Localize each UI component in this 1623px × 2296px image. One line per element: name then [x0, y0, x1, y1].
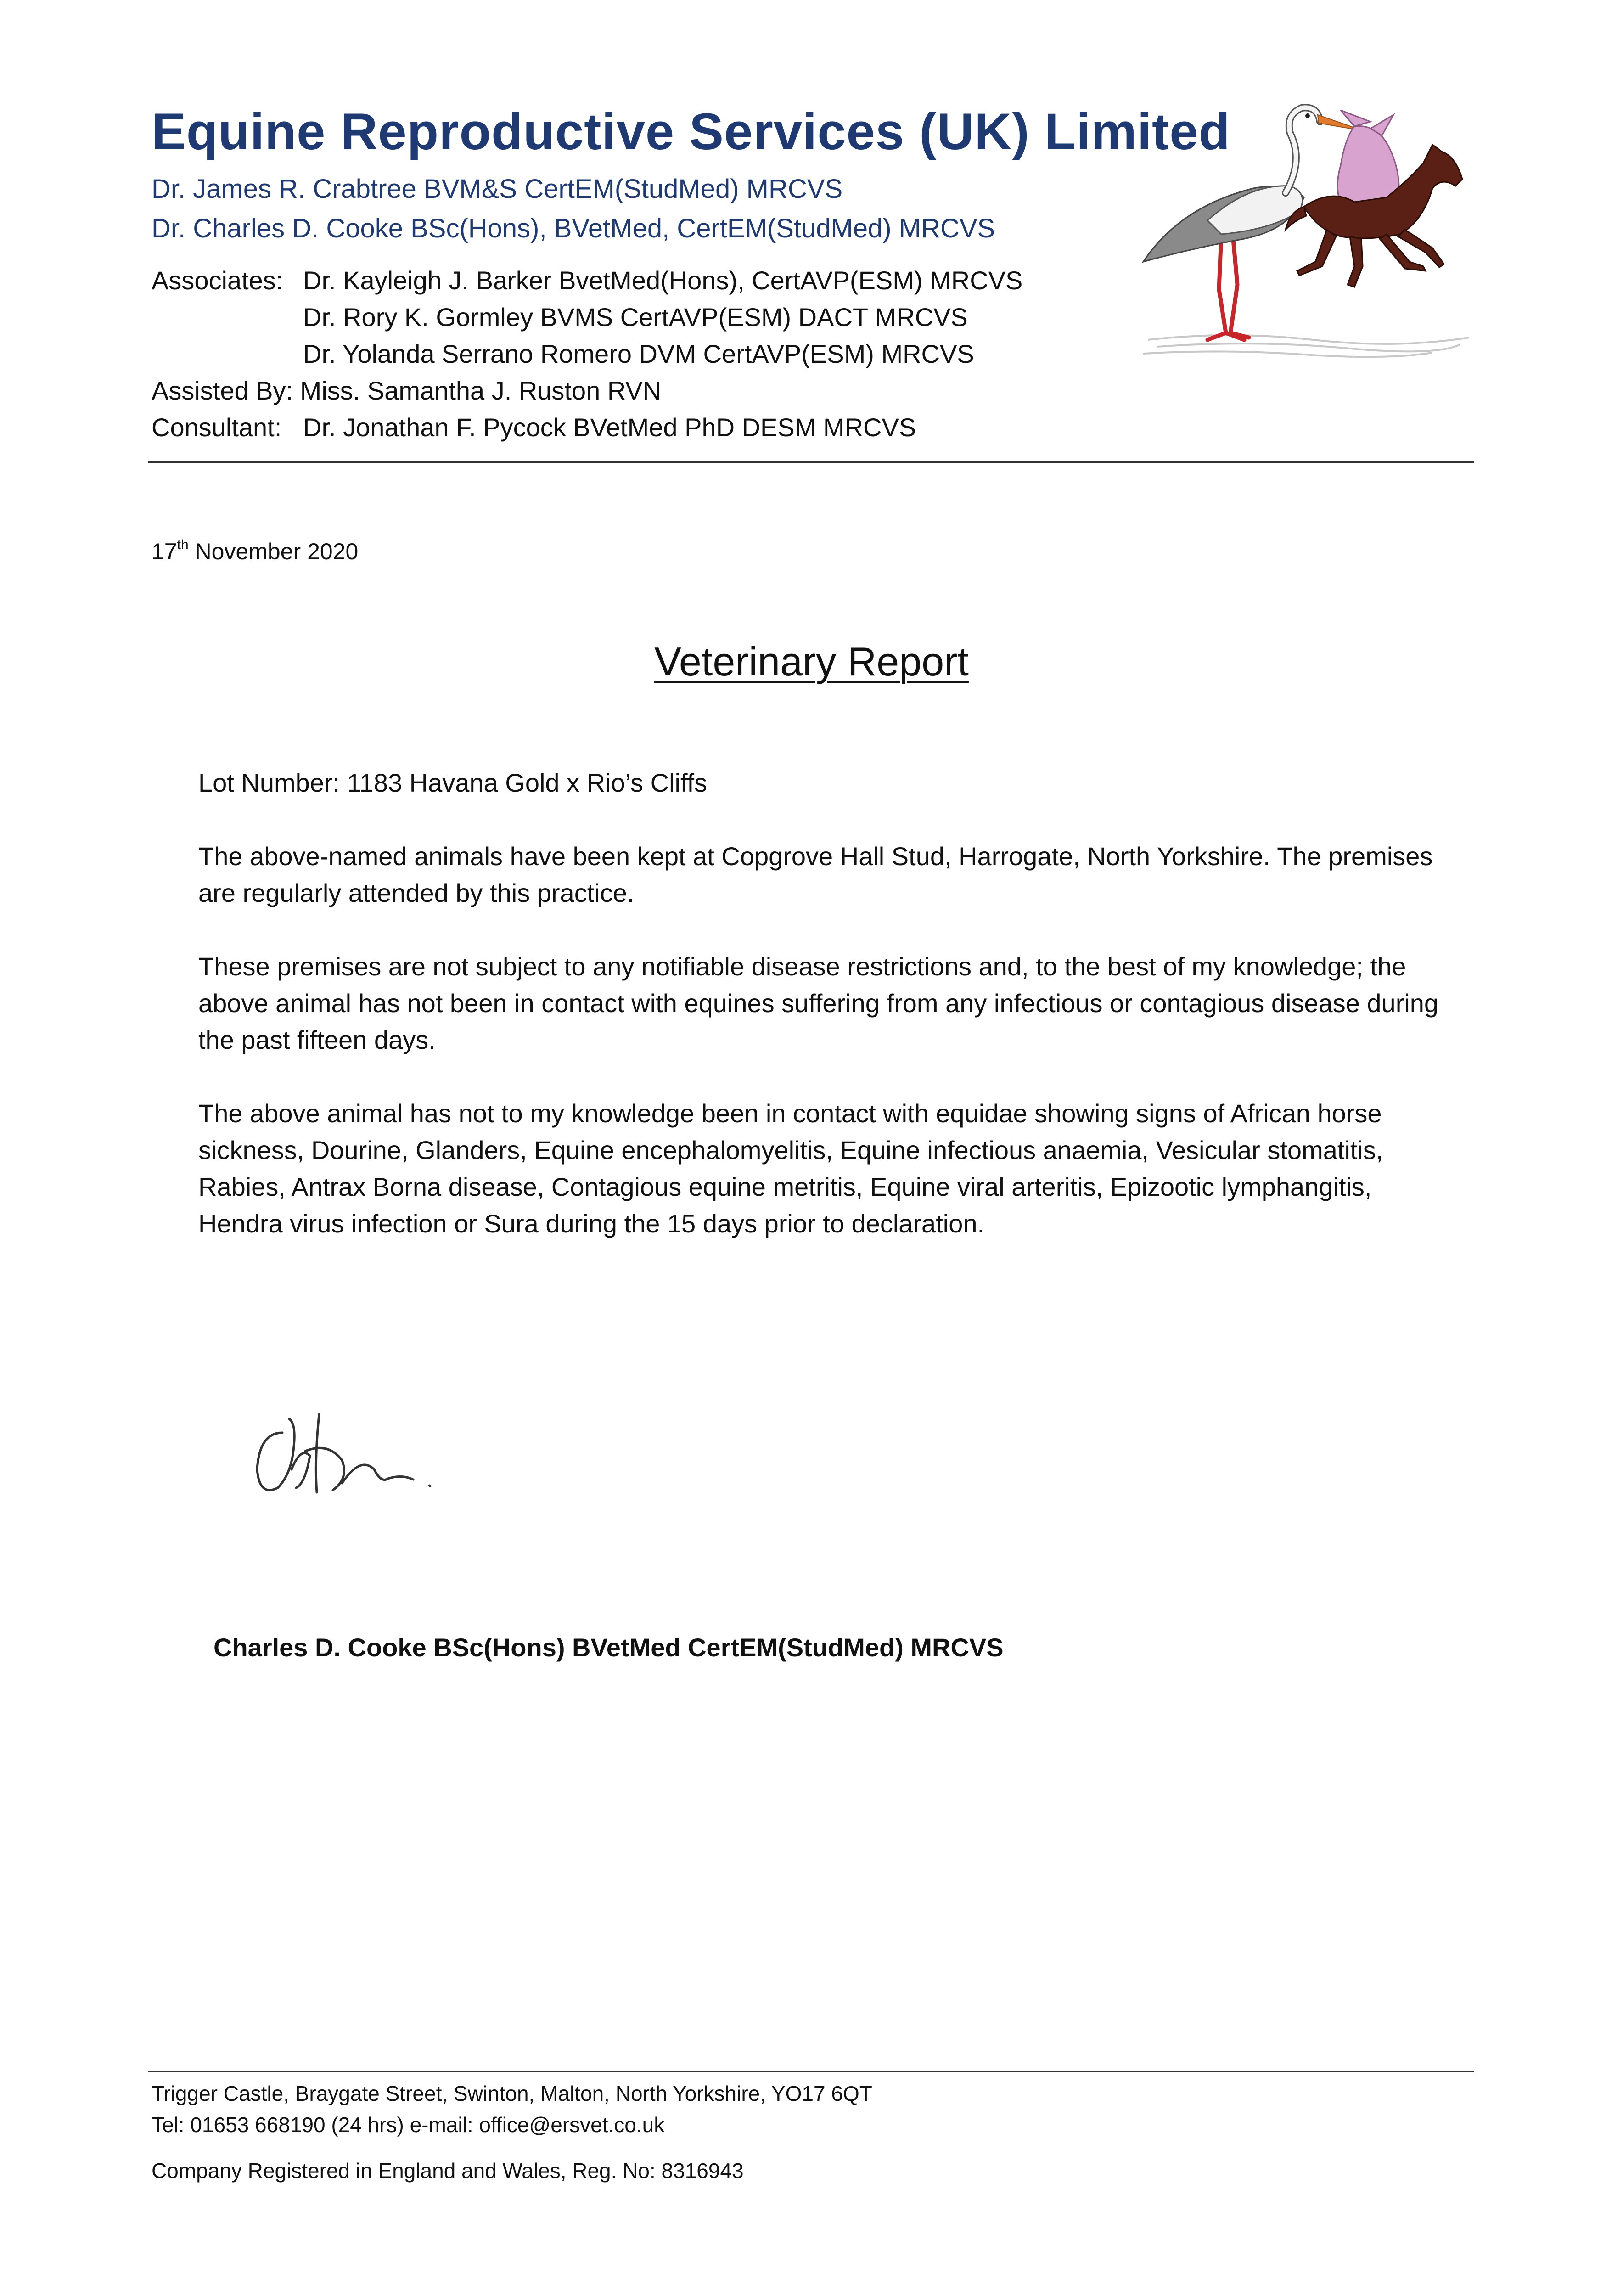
- paragraph-premises: The above-named animals have been kept at Copgrove Hall Stud, Harrogate, North Yorkshire. The premises are regularly attended by this practice.: [198, 842, 1433, 907]
- paragraph-diseases: The above animal has not to my knowledge been in contact with equidae showing signs of African horse sickness, Dourine, Glanders, Equine encephalomyelitis, Equine infectious anaemia, Vesicular stomatitis, Rabies, Antrax Borna disease, Contagious equine metritis, Equine viral arteritis, Epizootic lymphangitis, Hendra virus infection or Sura during the 15 days prior to declaration.: [198, 1099, 1383, 1238]
- associates-row: [152, 265, 1022, 295]
- associates-label: Associates:: [152, 266, 283, 295]
- company-name: Equine Reproductive Services (UK) Limited: [152, 103, 1230, 160]
- associate-gormley: Dr. Rory K. Gormley BVMS CertAVP(ESM) DACT MRCVS: [303, 303, 968, 332]
- stork-foal-logo: [1139, 83, 1478, 363]
- ground-shadow: [1143, 335, 1469, 357]
- stork-legs: [1207, 234, 1249, 340]
- assisted-name: Miss. Samantha J. Ruston RVN: [300, 376, 662, 405]
- assisted-row: [152, 376, 661, 405]
- consultant-label: Consultant:: [152, 413, 282, 442]
- lot-number: Lot Number: 1183 Havana Gold x Rio’s Cliffs: [198, 768, 708, 797]
- footer-address: Trigger Castle, Braygate Street, Swinton, Malton, North Yorkshire, YO17 6QT: [152, 2082, 872, 2105]
- consultant-name: Dr. Jonathan F. Pycock BVetMed PhD DESM MRCVS: [303, 413, 916, 442]
- paragraph-restrictions: These premises are not subject to any notifiable disease restrictions and, to the best of my knowledge; the above animal has not been in contact with equines suffering from any infectious or contagious disease during the past fifteen days.: [198, 952, 1439, 1054]
- letter-date: [152, 537, 358, 565]
- principal-cooke: Dr. Charles D. Cooke BSc(Hons), BVetMed, CertEM(StudMed) MRCVS: [152, 214, 995, 243]
- footer-contact: Tel: 01653 668190 (24 hrs) e-mail: office@ersvet.co.uk: [152, 2113, 665, 2137]
- header-divider: [148, 461, 1474, 463]
- principal-crabtree: Dr. James R. Crabtree BVM&S CertEM(StudMed) MRCVS: [152, 174, 843, 204]
- handwritten-signature: [250, 1405, 471, 1506]
- date-suffix: th: [177, 537, 189, 552]
- footer-divider: [148, 2071, 1474, 2072]
- date-day: 17: [152, 539, 177, 564]
- assisted-label: Assisted By:: [152, 376, 293, 405]
- date-month-year: November 2020: [188, 539, 359, 564]
- stork-eye: [1305, 113, 1310, 118]
- associate-serrano-romero: Dr. Yolanda Serrano Romero DVM CertAVP(ESM) MRCVS: [303, 339, 974, 368]
- report-title: Veterinary Report: [654, 639, 969, 684]
- footer-registration: Company Registered in England and Wales, Reg. No: 8316943: [152, 2159, 744, 2183]
- consultant-row: [152, 412, 916, 442]
- associate-barker: Dr. Kayleigh J. Barker BvetMed(Hons), CertAVP(ESM) MRCVS: [303, 266, 1023, 295]
- signatory-name: Charles D. Cooke BSc(Hons) BVetMed CertEM(StudMed) MRCVS: [213, 1633, 1004, 1662]
